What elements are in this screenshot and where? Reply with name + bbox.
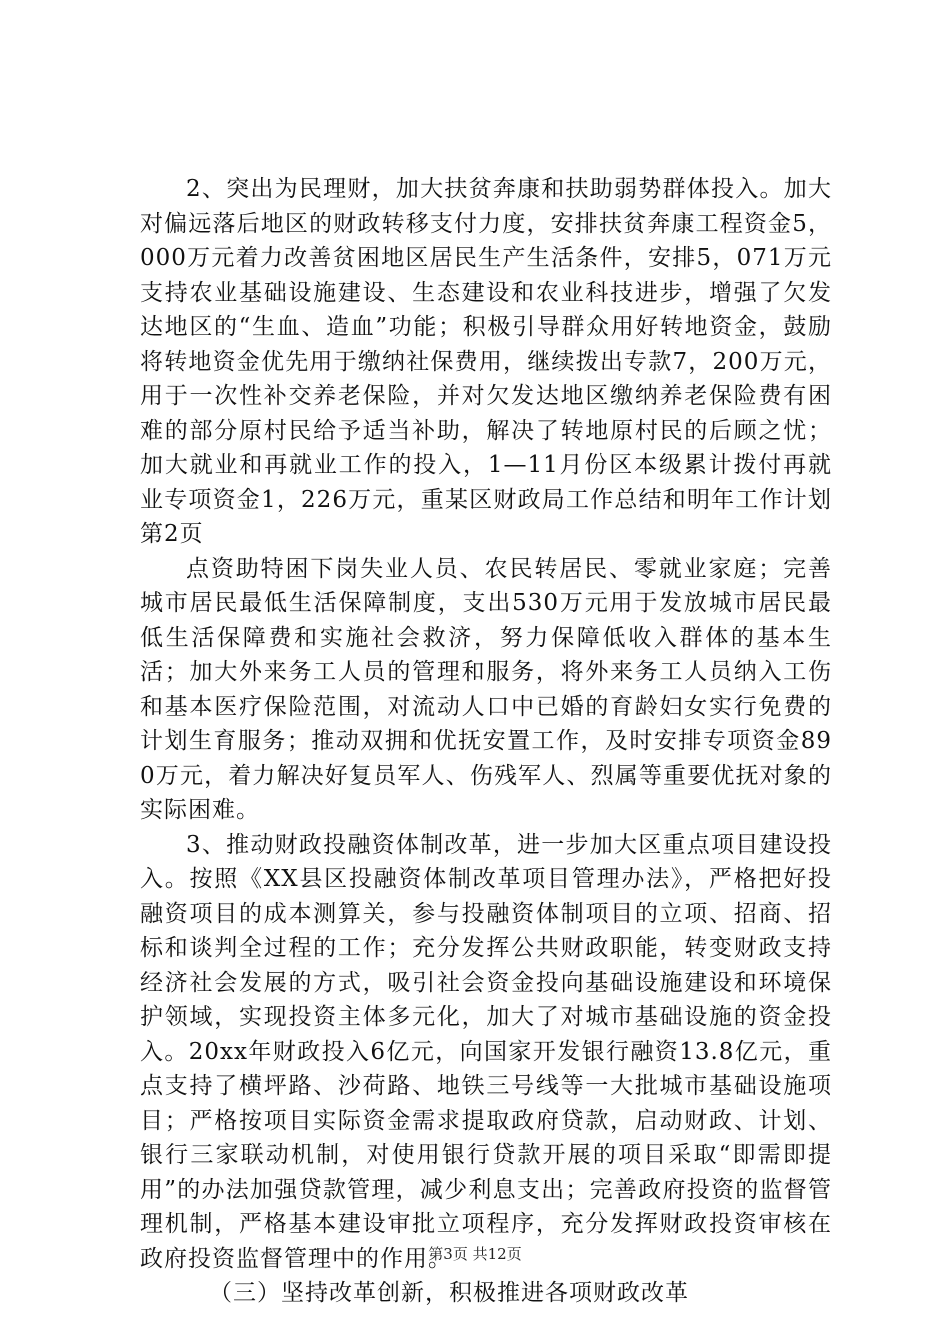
paragraph-poverty-relief: 2、突出为民理财，加大扶贫奔康和扶助弱势群体投入。加大对偏远落后地区的财政转移支付力度，安排扶贫奔康工程资金5，000万元着力改善贫困地区居民生产生活条件，安排5，071万元支持农业基础设施建设、生态建设和农业科技进步，增强了欠发达地区的“生血、造血”功能；积极引导群众用好转地资金，鼓励将转地资金优先用于缴纳社保费用，继续拨出专款7，200万元，用于一次性补交养老保险，并对欠发达地区缴纳养老保险费有困难的部分原村民给予适当补助，解决了转地原村民的后顾之忧；加大就业和再就业工作的投入，1—11月份区本级累计拨付再就业专项资金1，226万元，重某区财政局工作总结和明年工作计划第2页	[140, 176, 832, 547]
page-footer: 第3页 共12页	[428, 1245, 522, 1263]
paragraph-social-security: 点资助特困下岗失业人员、农民转居民、零就业家庭；完善城市居民最低生活保障制度，支出530万元用于发放城市居民最低生活保障费和实施社会救济，努力保障低收入群体的基本生活；加大外来务工人员的管理和服务，将外来务工人员纳入工伤和基本医疗保险范围，对流动人口中已婚的育龄妇女实行免费的计划生育服务；推动双拥和优抚安置工作，及时安排专项资金890万元，着力解决好复员军人、伤残军人、烈属等重要优抚对象的实际困难。	[140, 555, 832, 823]
document-body	[140, 172, 832, 1311]
paragraph-investment-reform: 3、推动财政投融资体制改革，进一步加大区重点项目建设投入。按照《XX县区投融资体制改革项目管理办法》，严格把好投融资项目的成本测算关，参与投融资体制项目的立项、招商、招标和谈判全过程的工作；充分发挥公共财政职能，转变财政支持经济社会发展的方式，吸引社会资金投向基础设施建设和环境保护领域，实现投资主体多元化，加大了对城市基础设施的资金投入。20xx年财政投入6亿元，向国家开发银行融资13.8亿元，重点支持了横坪路、沙荷路、地铁三号线等一大批城市基础设施项目；严格按项目实际资金需求提取政府贷款，启动财政、计划、银行三家联动机制，对使用银行贷款开展的项目采取“即需即提用”的办法加强贷款管理，减少利息支出；完善政府投资的监督管理机制，严格基本建设审批立项程序，充分发挥财政投资审核在政府投资监督管理中的作用。	[140, 831, 832, 1272]
section-heading-reform: （三）坚持改革创新，积极推进各项财政改革	[209, 1280, 689, 1306]
